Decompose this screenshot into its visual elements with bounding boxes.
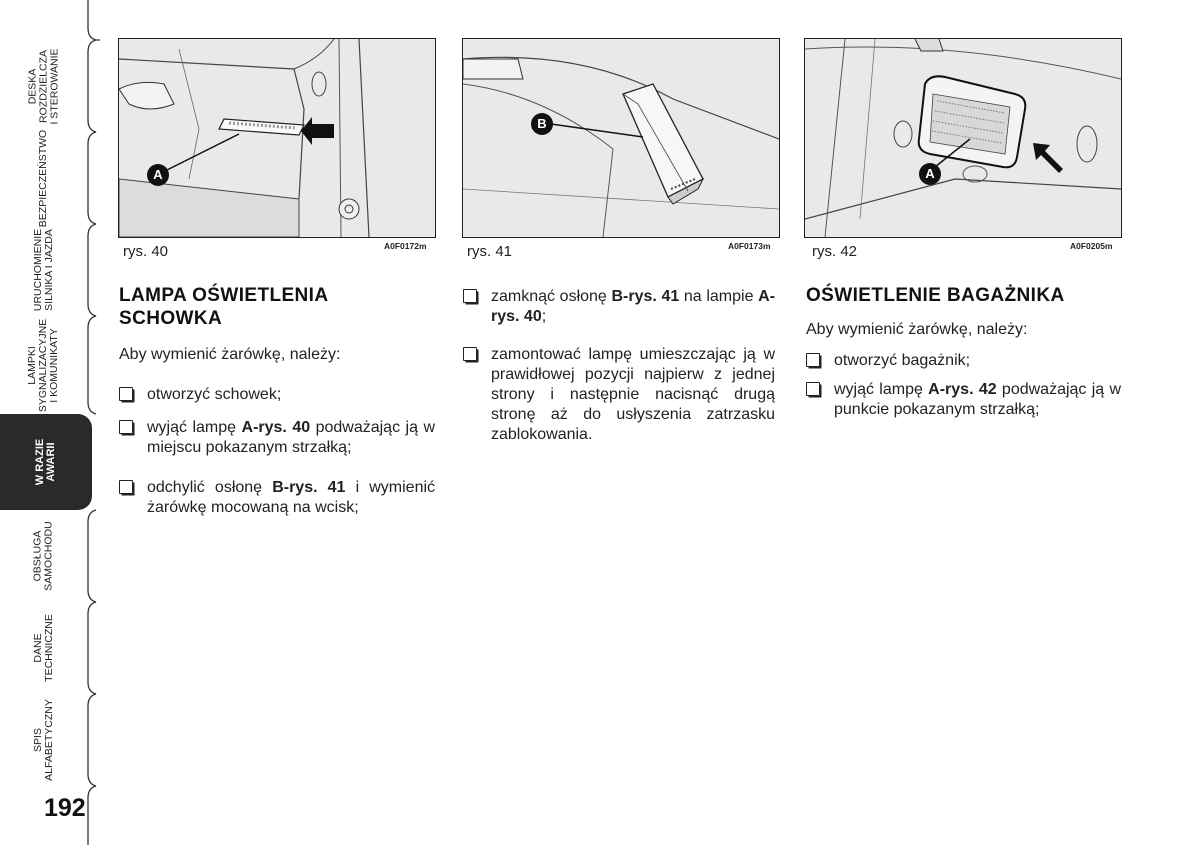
tab-bezpieczenstwo[interactable]: [0, 129, 88, 227]
section-heading-schowek: LAMPA OŚWIETLENIA SCHOWKA: [119, 285, 329, 329]
checkbox-bullet-icon: [119, 480, 133, 494]
tab-label: SPIS ALFABETYCZNY: [31, 699, 55, 781]
checkbox-bullet-icon: [806, 382, 820, 396]
figure-caption: rys. 40: [123, 243, 169, 260]
tab-w-razie-awarii[interactable]: [0, 414, 92, 510]
figure-caption: rys. 42: [812, 243, 858, 260]
list-item: zamknąć osłonę B-rys. 41 na lampie A-rys. 40;: [463, 287, 775, 327]
checkbox-bullet-icon: [806, 353, 820, 367]
section-heading-bagaznik: OŚWIETLENIE BAGAŻNIKA: [806, 285, 1065, 306]
figure-rys-40: [118, 38, 436, 238]
tab-label: DANE TECHNICZNE: [31, 614, 55, 682]
lamp-cover-illustration: [463, 39, 779, 237]
tab-dane-techniczne[interactable]: [0, 602, 88, 694]
tab-deska-rozdzielcza[interactable]: [0, 40, 88, 132]
tab-uruchomienie[interactable]: [0, 224, 88, 316]
side-tab-bar: [0, 0, 100, 845]
figure-rys-41: [462, 38, 780, 238]
figure-code: A0F0172m: [384, 241, 427, 251]
checkbox-bullet-icon: [119, 420, 133, 434]
callout-a-badge: A: [147, 164, 169, 186]
list-item: zamontować lampę umieszczając ją w prawidłowej pozycji najpierw z jednej strony i następnie nacisnąć drugą stronę aż do usłyszenia zatrzasku zablokowania.: [463, 345, 775, 445]
list-item: wyjąć lampę A-rys. 40 podważając ją w miejscu pokazanym strzałką;: [119, 418, 435, 458]
trunk-lamp-illustration: [805, 39, 1121, 237]
tab-label: OBSŁUGA SAMOCHODU: [31, 521, 55, 591]
checkbox-bullet-icon: [463, 347, 477, 361]
page-number: 192: [44, 794, 86, 822]
intro-text: Aby wymienić żarówkę, należy:: [806, 321, 1028, 338]
tab-label: BEZPIECZEŃSTWO: [37, 129, 50, 227]
list-item: odchylić osłonę B-rys. 41 i wymienić żarówkę mocowaną na wcisk;: [119, 478, 435, 518]
tab-label: W RAZIE AWARII: [33, 438, 57, 486]
callout-b-badge: B: [531, 113, 553, 135]
figure-code: A0F0173m: [728, 241, 771, 251]
tab-spis-alfabetyczny[interactable]: [0, 694, 88, 786]
tab-obsluga[interactable]: [0, 510, 88, 602]
tab-label: URUCHOMIENIE SILNIKA I JAZDA: [31, 228, 55, 312]
checkbox-bullet-icon: [119, 387, 133, 401]
checkbox-bullet-icon: [463, 289, 477, 303]
list-item: otworzyć bagażnik;: [806, 351, 1121, 371]
glovebox-lamp-illustration: [119, 39, 435, 237]
tab-label: LAMPKI SYGNALIZACYJNE I KOMUNIKATY: [26, 318, 61, 412]
figure-rys-42: [804, 38, 1122, 238]
tab-lampki[interactable]: [0, 316, 88, 414]
callout-a-badge: A: [919, 163, 941, 185]
intro-text: Aby wymienić żarówkę, należy:: [119, 346, 341, 363]
list-item: otworzyć schowek;: [119, 385, 435, 405]
list-item: wyjąć lampę A-rys. 42 podważając ją w punkcie pokazanym strzałką;: [806, 380, 1121, 420]
figure-code: A0F0205m: [1070, 241, 1113, 251]
tab-label: DESKA ROZDZIELCZA I STEROWANIE: [26, 47, 61, 125]
figure-caption: rys. 41: [467, 243, 513, 260]
